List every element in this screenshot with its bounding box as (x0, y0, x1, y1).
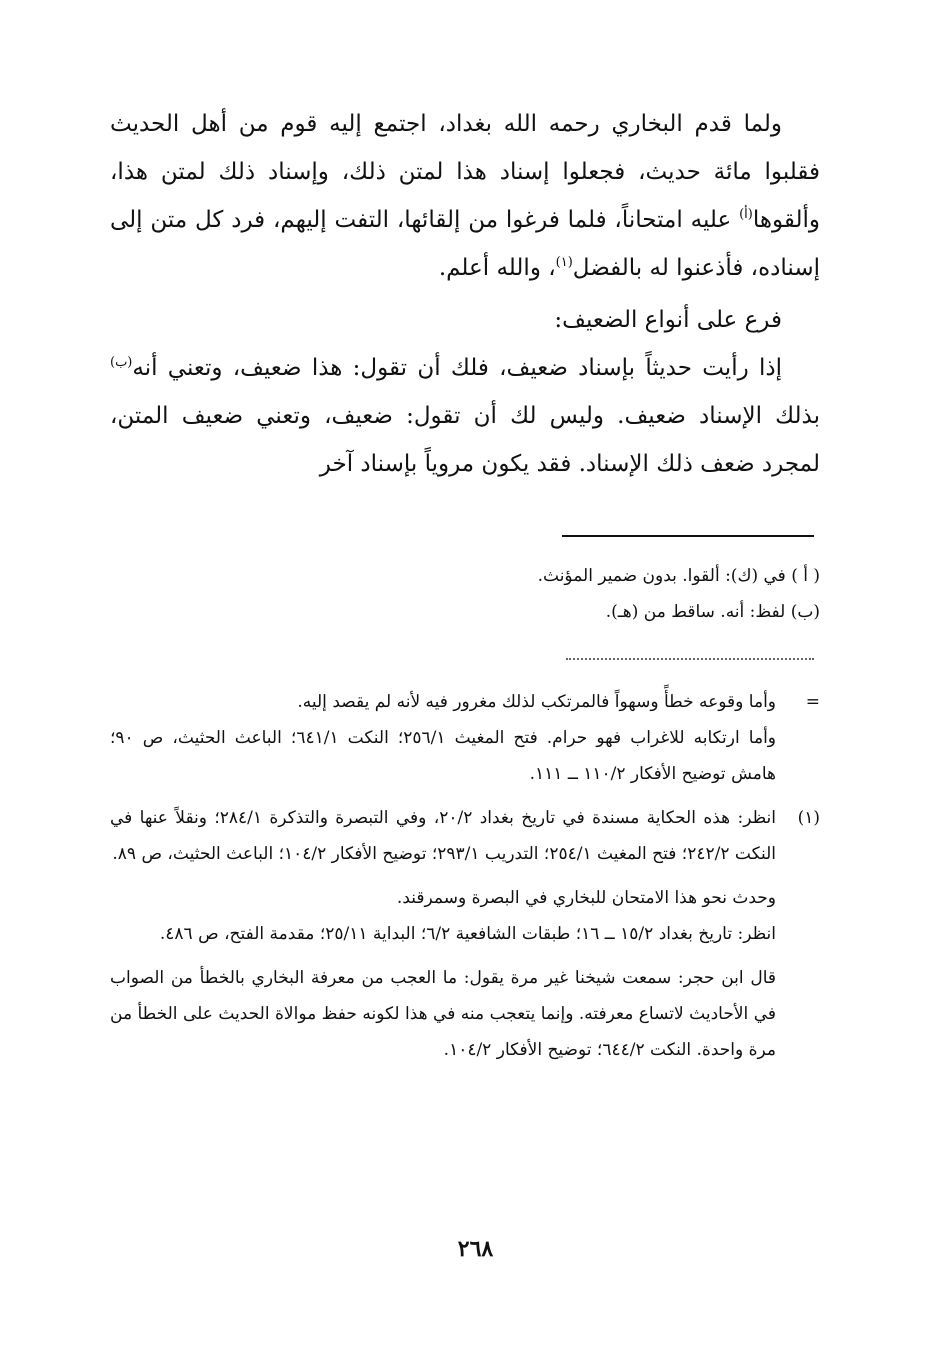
section-heading: فرع على أنواع الضعيف: (554, 307, 782, 333)
paragraph-weak-types: إذا رأيت حديثاً بإسناد ضعيف، فلك أن تقول: هذا ضعيف، وتعني أنه$^{(ب)}$ بذلك الإسناد ضعيف. وليس لك أن تقول: ضعيف، وتعني ضعيف المتن، لمجرد ضعف ذلك الإسناد. فقد يكون مروياً بإسناد آخر (110, 355, 820, 477)
main-text (110, 100, 820, 488)
footnote-1-mark: (١) (797, 808, 820, 828)
continuation-mark: = (805, 692, 820, 712)
paragraph-bukhari-story: ولما قدم البخاري رحمه الله بغداد، اجتمع إليه قوم من أهل الحديث فقلبوا مائة حديث، فجعلوا إسناد هذا لمتن ذلك، وإسناد ذلك لمتن هذا، وألقوها$^{(أ)}$ عليه امتحاناً، فلما فرغوا من إلقائها، التفت إليهم، فرد كل متن إلى إسناده، فأذعنوا له بالفضل$^{(١)}$، والله أعلم. (110, 111, 820, 281)
footnotes-variants (110, 558, 820, 630)
footnotes-numbered (110, 684, 820, 1068)
footnote-ref-1[interactable]: (١) (555, 255, 573, 270)
footnote-a: ( أ ) في (ك): ألقوا. بدون ضمير المؤنث. (537, 566, 820, 586)
footnote-separator (562, 535, 814, 537)
footnote-ref-a[interactable]: (أ) (739, 207, 753, 222)
footnote-1: (١) انظر: هذه الحكاية مسندة في تاريخ بغداد ٢٠/٢، وفي التبصرة والتذكرة ٢٨٤/١؛ ونقلاً عنها في النكت ٢٤٢/٢؛ فتح المغيث ٢٥٤/١؛ التدريب ٢٩٣/١؛ توضيح الأفكار ١٠٤/٢؛ الباعث الحثيث، ص ٨٩. وحدث نحو هذا الامتحان للبخاري في البصرة وسمرقند. انظر: تاريخ بغداد ١٥/٢ ــ ١٦؛ طبقات الشافعية ٦/٢؛ البداية ٢٥/١١؛ مقدمة الفتح، ص ٤٨٦. قال ابن حجر: سمعت شيخنا غير مرة يقول: ما العجب من معرفة البخاري بالخطأ من الصواب في الأحاديث لاتساع معرفته. وإنما يتعجب منه في هذا لكونه حفظ موالاة الحديث على الخطأ من مرة واحدة. النكت ٦٤٤/٢؛ توضيح الأفكار ١٠٤/٢. (110, 800, 820, 1068)
footnote-b: (ب) لفظ: أنه. ساقط من (هـ). (605, 602, 820, 622)
footnote-ref-b[interactable]: (ب) (110, 355, 133, 370)
footnote-continuation: = وأما وقوعه خطأً وسهواً فالمرتكب لذلك مغرور فيه لأنه لم يقصد إليه. وأما ارتكابه للاغراب فهو حرام. فتح المغيث ٢٥٦/١؛ النكت ٦٤١/١؛ الباعث الحثيث، ص ٩٠؛ هامش توضيح الأفكار ١١٠/٢ ــ ١١١. (110, 684, 820, 792)
dotted-separator (566, 658, 814, 660)
page-number: ٢٦٨ (457, 1236, 494, 1262)
